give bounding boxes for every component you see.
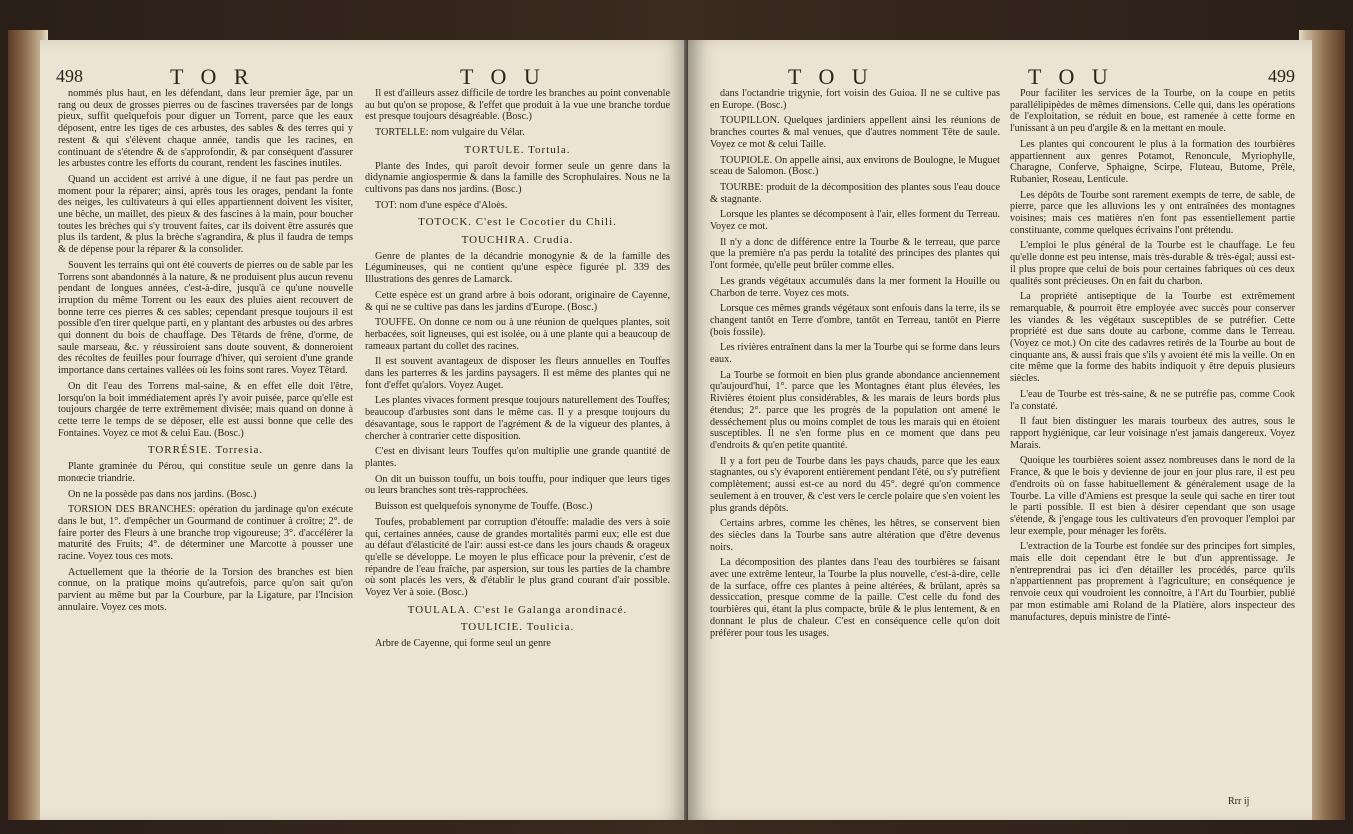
paragraph: Les plantes qui concourent le plus à la formation des tourbières appartiennent aux genres Potamot, Renoncule, Myriophylle, Charagne, Conferve, Sphaigne, Scirpe, Fluteau, Butome, Prêle, Rubanier, Roseau, Lenticule. [1010,138,1295,185]
paragraph: Cette espèce est un grand arbre à bois odorant, originaire de Cayenne, & qui ne se cultive pas dans les jardins d'Europe. (Bosc.) [365,289,670,313]
paragraph: TOURBE: produit de la décomposition des plantes sous l'eau douce & stagnante. [710,181,1000,205]
paragraph: Buisson est quelquefois synonyme de Touffe. (Bosc.) [375,501,593,513]
paragraph: Plante des Indes, qui paroît devoir former seule un genre dans la didynamie angiospermie & dans la famille des Scrophulaires. Nous ne la cultivons pas dans nos jardins. (Bosc.) [365,160,670,195]
paragraph: TOUPILLON. Quelques jardiniers appellent ainsi les réunions de branches courtes & mal venues, que d'autres nomment Tête de saule. Voyez ce mot & celui Taille. [710,115,1000,150]
running-head-left: T O R [170,64,255,89]
paragraph: La décomposition des plantes dans l'eau des tourbières se faisant avec une extrême lenteur, la Tourbe la plus nouvelle, c'est-à-dire, celle de la surface, offre ces plantes à peine altérées, & brûlant, après sa dessiccation, presque comme de la paille. C'est celle du fond des tourbières qui, étant la plus compacte, brûle & le plus lentement, & en donnant le plus de chaleur. C'est en conséquence celle qu'on doit préférer pour tous les usages. [710,557,1000,639]
paragraph: Les grands végétaux accumulés dans la mer forment la Houille ou Charbon de terre. Voyez ces mots. [710,275,1000,299]
left-page-column-1 [58,88,353,618]
paragraph: TOUFFE. On donne ce nom ou à une réunion de quelques plantes, soit herbacées, soit ligneuses, qui est isolée, ou à une plante qui a beaucoup de rameaux partant du collet des racines. [365,317,670,352]
paragraph: Quand un accident est arrivé à une digue, il ne faut pas perdre un moment pour la réparer; ainsi, après tous les orages, pendant la fonte des neiges, les cultivateurs à qui elles appartiennent doivent les visiter, une bêche, un maillet, des pieux & des fascines à la main, pour boucher toutes les brèches qui s'y trouvent faites, car ils doivent être assurés que plus ils tardent, & plus la brèche s'agrandira, & plus il faudra de temps & de dépense pour la réparer & la consolider. [58,173,353,256]
right-page [688,40,1312,820]
paragraph: Il faut bien distinguer les marais tourbeux des autres, sous le rapport hygiénique, car leur voisinage n'est jamais dangereux. Voyez Marais. [1010,416,1295,451]
left-page [40,40,688,820]
paragraph: L'eau de Tourbe est très-saine, & ne se putréfie pas, comme Cook l'a constaté. [1010,388,1295,412]
paragraph: Genre de plantes de la décandrie monogynie & de la famille des Légumineuses, qui ne contient qu'une espèce figurée pl. 339 des Illustrations des genres de Lamarck. [365,250,670,286]
running-head-right-2: T O U [1028,64,1114,89]
paragraph: Il n'y a donc de différence entre la Tourbe & le terreau, que parce que la première n'a pas perdu la totalité des principes des plantes qui l'ont formée, qu'elle peut brûler comme elles. [710,236,1000,272]
paragraph: Pour faciliter les services de la Tourbe, on la coupe en petits parallélipipèdes de mêmes dimensions. Celle qui, dans les opérations de l'exploitation, se réduit en boue, est ramenée à cette forme en l'unissant à un peu d'argile & en la mettant en moule. [1010,88,1295,135]
paragraph: La propriété antiseptique de la Tourbe est extrêmement remarquable, & pourroit être employée avec succès pour conserver les viandes & les végétaux susceptibles de se putréfier. Cette propriété est due sans doute au carbone, comme dans le Terreau. (Voyez ce mot.) On cite des cadavres retirés de la Tourbe au bout de cinquante ans, & aussi frais que s'ils y avoient été mis la veille. On en cite même que la forme des habits indiquoit y être depuis plusieurs siècles. [1010,291,1295,385]
paragraph: dans l'octandrie trigynie, fort voisin des Guioa. Il ne se cultive pas en Europe. (Bosc.) [710,88,1000,111]
paragraph: Toufes, probablement par corruption d'étouffe: maladie des vers à soie qui, certaines années, cause de grandes mortalités parmi eux; elle est due au défaut d'élasticité de l'air: aussi est-ce dans les jours chauds & orageux qu'elle se développe. Le moyen le plus efficace pour la prévenir, c'est de répandre de l'eau fraîche, par aspersion, sur tous les parties de la chambre où sont placés les vers, & d'établir le plus grand courant d'air possible. Voyez Ver à soie. (Bosc.) [365,516,670,599]
paragraph: Quoique les tourbières soient assez nombreuses dans le nord de la France, & que le bois y devienne de jour en jour plus rare, il est peu d'endroits où on fasse habituellement & généralement usage de la Tourbe. La ville d'Amiens est presque la seule qui sache en tirer tout le parti possible. Il est bien à désirer cependant que son usage s'étende, & j'engage tous les cultivateurs d'en provoquer l'emploi par leur exemple, pour ménager les forêts. [1010,455,1295,537]
paragraph: C'est en divisant leurs Touffes qu'on multiplie une grande quantité de plantes. [365,446,670,469]
paragraph: Actuellement que la théorie de la Torsion des branches est bien connue, on la pratique moins qu'autrefois, parce qu'on sait qu'on parvient au même but par la Courbure, par la Ligature, par l'Incision annulaire. Voyez ces mots. [58,566,353,613]
right-page-column-2 [1010,88,1295,627]
paragraph: On ne la possède pas dans nos jardins. (Bosc.) [68,488,257,500]
left-page-column-2 [365,88,670,654]
paragraph: Plante graminée du Pérou, qui constitue seule un genre dans la monœcie triandrie. [58,461,353,484]
paragraph: Les plantes vivaces forment presque toujours naturellement des Touffes; beaucoup d'arbustes sont dans le même cas. Il y a presque toujours du désavantage, sous le rapport de l'agrément & de la vigueur des plantes, à chercher à contrarier cette disposition. [365,395,670,442]
running-head-right: T O U [788,64,874,89]
page-number-left: 498 [56,66,83,86]
paragraph: TORTELLE: nom vulgaire du Vélar. [375,127,525,139]
page-number-right: 499 [1268,66,1295,86]
paragraph: La Tourbe se formoit en bien plus grande abondance anciennement qu'aujourd'hui, 1°. parce que les Montagnes étant plus élevées, les Rivières étoient plus considérables, & les marais de leurs bords plus étendus; 2°. parce que les progrès de la population ont amené le desséchement plus ou moins complet de tous les marais qui en étoient susceptibles. Il ne s'en forme plus en ce moment que dans peu d'endroits & qu'en petite quantité. [710,369,1000,451]
paragraph: L'extraction de la Tourbe est fondée sur des principes fort simples, mais elle doit cependant être le but d'un apprentissage. Je n'entreprendrai pas ici d'en détailler les procédés, parce qu'ils n'appartiennent pas proprement à l'agriculture; en conséquence je renvoie ceux qui voudroient les connoître, à l'Art du Tourbier, publié par mon estimable ami Roland de la Platière, alors inspecteur des manufactures, depuis ministre de l'inté- [1010,541,1295,623]
paragraph: Certains arbres, comme les chênes, les hêtres, se conservent bien des siècles dans la Tourbe sans autre altération que d'être devenus noirs. [710,518,1000,553]
entry-heading: TOULALA. C'est le Galanga arondinacé. [407,603,628,616]
paragraph: Il est souvent avantageux de disposer les fleurs annuelles en Touffes dans les parterres & les jardins paysagers. Il est même des plantes qui ne font d'effet qu'alors. Voyez Auget. [365,356,670,391]
paragraph: L'emploi le plus général de la Tourbe est le chauffage. Le feu qu'elle donne est peu intense, mais très-durable & très-égal; aussi est-il plus propre que celui de bois pour certaines fabriques où ces deux qualités sont précieuses. On en fait du charbon. [1010,240,1295,287]
signature-mark: Rrr ij [1228,796,1250,807]
paragraph: On dit un buisson touffu, un bois touffu, pour indiquer que leurs tiges ou leurs branches sont très-rapprochées. [365,473,670,497]
paragraph: TOUPIOLE. On appelle ainsi, aux environs de Boulogne, le Muguet sceau de Salomon. (Bosc.) [710,154,1000,178]
paragraph: TOT: nom d'une espèce d'Aloès. [375,199,508,211]
paragraph: Il y a fort peu de Tourbe dans les pays chauds, parce que les eaux stagnantes, ou s'y évaporent entièrement pendant l'été, ou s'y putréfient complètement; aussi est-ce au nord du 45°. degré qu'on commence seulement à en trouver, & c'est vers le cercle polaire que s'en voient les plus grands dépôts. [710,455,1000,514]
paragraph: Il est d'ailleurs assez difficile de tordre les branches au point convenable au but qu'on se propose, & l'effet que produit à la vue une branche tordue est presque toujours désagréable. (Bosc.) [365,88,670,123]
paragraph: nommés plus haut, en les défendant, dans leur premier âge, par un rang ou deux de grosses pierres ou de fascines traversées par de longs pieux, suffit quelquefois pour diguer un Torrent, parce que les eaux déposent, entre les tiges de ces arbustes, des sables & des terres qui y restent & qui s'élèvent chaque année, tandis que les racines, en continuant de s'étendre & de s'approfondir, & par conséquent d'assurer les arbustes contre les efforts du courant, rendent les fascines inutiles. [58,88,353,170]
paragraph: Arbre de Cayenne, qui forme seul un genre [375,638,551,650]
paragraph: Les rivières entraînent dans la mer la Tourbe qui se forme dans leurs eaux. [710,342,1000,366]
running-head-left-2: T O U [460,64,546,89]
entry-heading: TORRÉSIE. Torresia. [147,444,264,457]
paragraph: TORSION DES BRANCHES: opération du jardinage qu'on exécute dans le but, 1°. d'empêcher un Gourmand de continuer à croître; 2°. de faire porter des Fleurs à une branche trop vigoureuse; 3°. d'accélérer la maturité des Fruits; 4°. de déterminer une Marcotte à pousser une racine. Voyez tous ces mots. [58,504,353,563]
paragraph: Lorsque les plantes se décomposent à l'air, elles forment du Terreau. Voyez ce mot. [710,209,1000,233]
entry-heading: TOUCHIRA. Crudia. [461,234,574,247]
paragraph: Les dépôts de Tourbe sont rarement exempts de terre, de sable, de pierre, parce que les alluvions les y ont entraînées des montagnes voisines; mais ces matières n'en font pas essentiellement partie constituante, comme quelques écrivains l'ont prétendu. [1010,189,1295,236]
paragraph: Lorsque ces mêmes grands végétaux sont enfouis dans la terre, ils se changent tantôt en Terre d'ombre, tantôt en Terreau, tantôt en Pierre (bois fossile). [710,303,1000,338]
paragraph: On dit l'eau des Torrens mal-saine, & en effet elle doit l'être, lorsqu'on la boit immédiatement après l'y avoir puisée, parce qu'elle est toujours chargée de terre extrêmement divisée; mais quand on donne à cette terre le temps de se déposer, elle est aussi bonne que celle des Fontaines. Voyez ce mot & celui Eau. (Bosc.) [58,380,353,439]
paragraph: Souvent les terrains qui ont été couverts de pierres ou de sable par les Torrens sont abandonnés à la nature, & ne produisent plus aucun revenu pendant de longues années, c'est-à-dire, jusqu'à ce qu'une nouvelle irruption du même Torrent ou les eaux des pluies aient recouvert de bonne terre ces pierres & ces sables; cependant presque toujours il est possible d'en tirer quelque parti, en y plantant des arbustes ou des arbres qui donnent du bois de chauffage. Des Têtards de frêne, d'orme, de saule marseau, &c. y réussiroient sans doute souvent, & donneroient des récoltes de feuilles pour fourrage d'hiver, qui seroient d'une grande importance dans certaines vallées où les foins sont rares. Voyez Têtard. [58,259,353,377]
entry-heading: TORTULE. Tortula. [464,143,571,156]
entry-heading: TOULICIE. Toulicia. [460,621,575,634]
right-page-column-1 [710,88,1000,643]
entry-heading: TOTOCK. C'est le Cocotier du Chili. [418,216,617,229]
